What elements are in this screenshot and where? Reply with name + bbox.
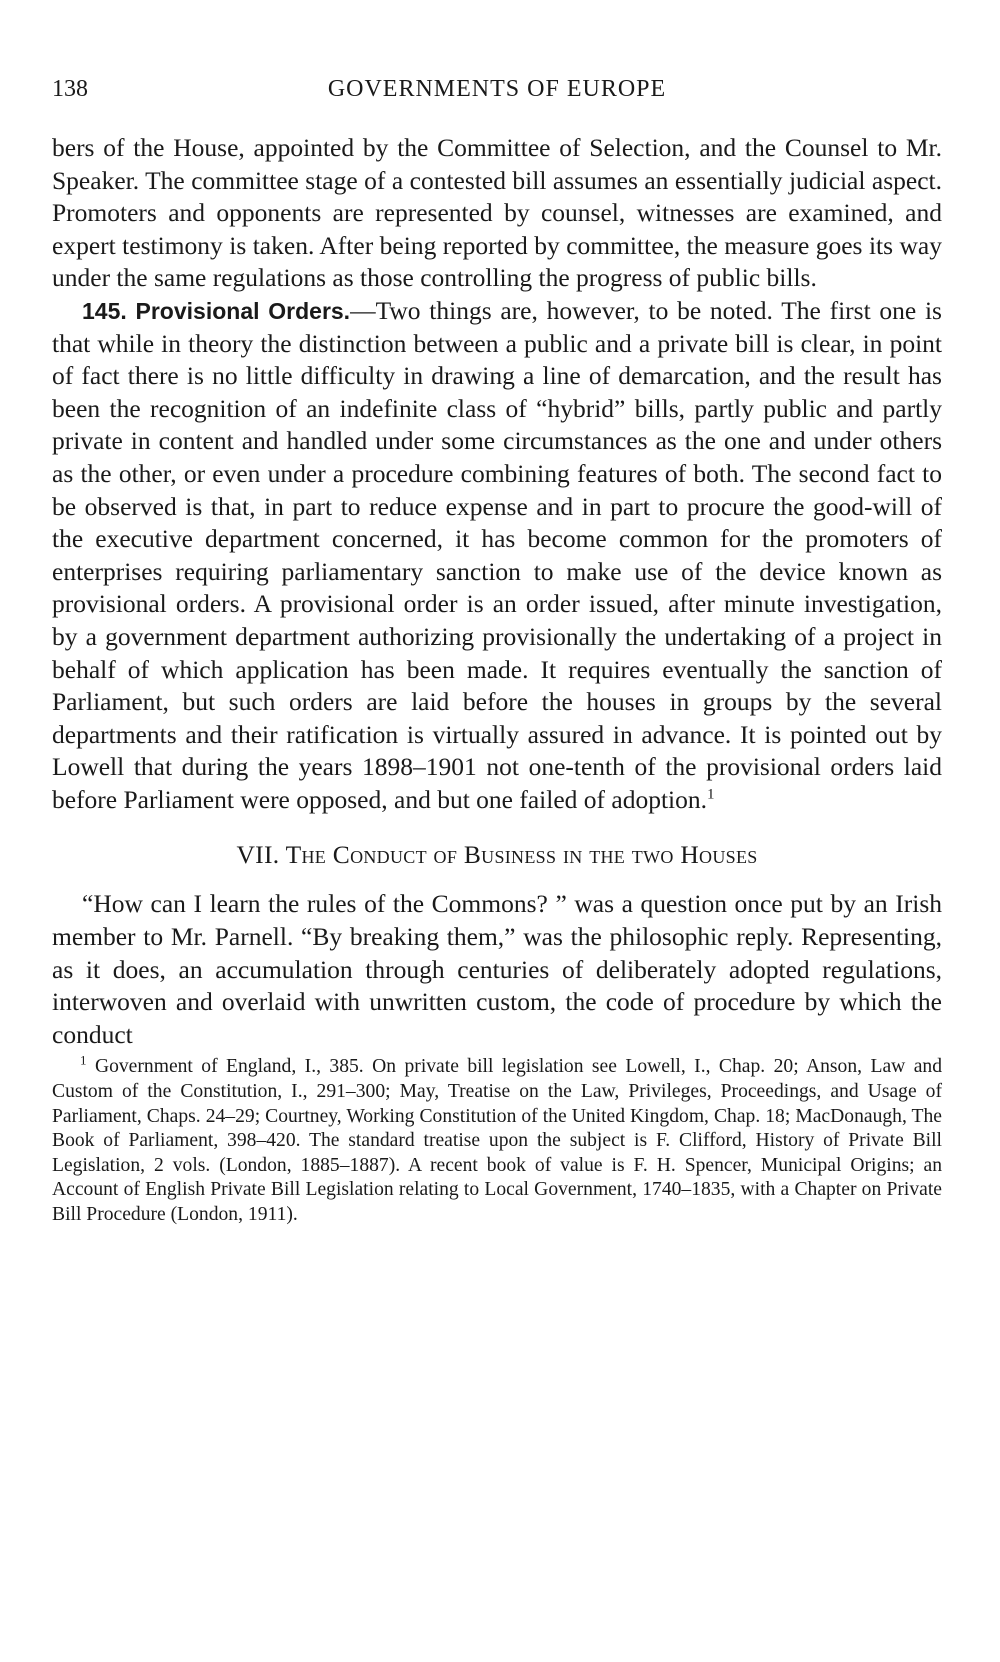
- footnote-reference: 1: [707, 786, 715, 803]
- body-text: [52, 132, 942, 1228]
- page-number: 138: [52, 76, 88, 102]
- paragraph-continuation: bers of the House, appointed by the Committee of Selection, and the Counsel to Mr. Speaker. The committee stage of a contested bill assumes an essentially judicial aspect. Promoters and opponents are represented by counsel, witnesses are examined, and expert testimony is taken. After being reported by committee, the measure goes its way under the same regulations as those controlling the progress of public bills.: [52, 133, 942, 293]
- section-number: 145.: [82, 297, 127, 324]
- paragraph-body: —Two things are, however, to be noted. The first one is that while in theory the distinction between a public and a private bill is clear, in point of fact there is no little difficulty in drawing a line of demarcation, and the result has been the recognition of an indefinite class of “hybrid” bills, partly public and partly private in content and handled under some circumstances as the one and under others as the other, or even under a procedure combining features of both. The second fact to be observed is that, in part to reduce expense and in part to procure the good-will of the executive department concerned, it has become common for the promoters of enterprises requiring parliamentary sanction to make use of the device known as provisional orders. A provisional order is an order issued, after minute investigation, by a government department authorizing provisionally the undertaking of a project in behalf of which application has been made. It requires eventually the sanction of Parliament, but such orders are laid before the houses in groups by the several departments and their ratification is virtually assured in advance. It is pointed out by Lowell that during the years 1898–1901 not one-tenth of the provisional orders laid before Parliament were opposed, and but one failed of adoption.: [52, 295, 942, 814]
- running-title: GOVERNMENTS OF EUROPE: [327, 76, 667, 102]
- footnote: [52, 1052, 943, 1227]
- paragraph-conduct-of-business: “How can I learn the rules of the Commons? ” was a question once put by an Irish member to Mr. Parnell. “By breaking them,” was the philosophic reply. Representing, as it does, an accumulation through centuries of deliberately adopted regulations, interwoven and overlaid with unwritten custom, the code of procedure by which the conduct: [52, 889, 942, 1049]
- footnote-marker: 1: [80, 1052, 87, 1068]
- paragraph-provisional-orders: [52, 295, 942, 817]
- running-head: [52, 76, 942, 110]
- footnote-text: Government of England, I., 385. On private bill legislation see Lowell, I., Chap. 20; Anson, Law and Custom of the Constitution, I., 291–300; May, Treatise on the Law, Privileges, Proceedings, and Usage of Parliament, Chaps. 24–29; Courtney, Working Constitution of the United Kingdom, Chap. 18; MacDonaugh, The Book of Parliament, 398–420. The standard treatise upon the subject is F. Clifford, History of Private Bill Legislation, 2 vols. (London, 1885–1887). A recent book of value is F. H. Spencer, Municipal Origins; an Account of English Private Bill Legislation relating to Local Government, 1740–1835, with a Chapter on Private Bill Procedure (London, 1911).: [52, 1056, 943, 1225]
- section-heading: VII. The Conduct of Business in the two Houses: [236, 840, 758, 870]
- section-title: Provisional Orders.: [135, 297, 351, 324]
